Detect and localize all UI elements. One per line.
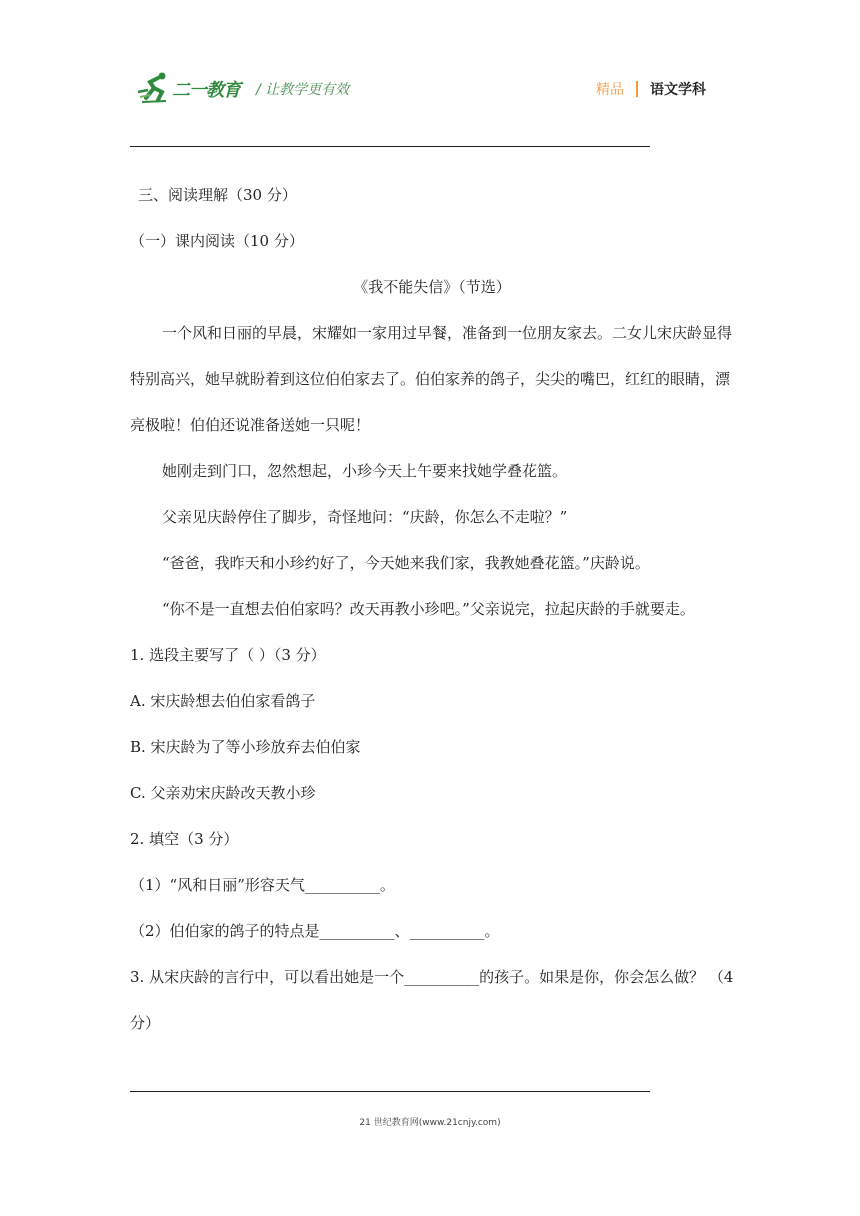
bottom-divider [130,1091,650,1092]
paragraph-1: 一个风和日丽的早晨，宋耀如一家用过早餐，准备到一位朋友家去。二女儿宋庆龄显得特别高兴，她早就盼着到这位伯伯家去了。伯伯家养的鸽子，尖尖的嘴巴，红红的眼睛，漂亮极啦！伯伯还说准备送她一只呢！ [130,324,733,434]
question-1: 1. 选段主要写了（ ）（3 分） [130,646,326,664]
question-2-part-2: （2）伯伯家的鸽子的特点是__________、__________。 [130,922,500,940]
page-header [0,0,860,150]
paragraph-5: “你不是一直想去伯伯家吗？改天再教小珍吧。”父亲说完，拉起庆龄的手就要走。 [162,600,695,618]
question-3: 3. 从宋庆龄的言行中，可以看出她是一个__________的孩子。如果是你，你会怎么做？ （4 分） [130,968,734,1032]
question-2: 2. 填空（3 分） [130,830,239,848]
passage-title: 《我不能失信》（节选） [353,278,511,296]
subject-label: 语文学科 [650,82,706,98]
header-divider [636,81,638,97]
footer-text: 21 世纪教育网(www.21cnjy.com) [359,1118,501,1128]
quality-label: 精品 [596,82,624,98]
question-1-option-b: B. 宋庆龄为了等小珍放弃去伯伯家 [130,738,361,756]
header-right [596,79,706,99]
sub-title: （一）课内阅读（10 分） [130,232,304,250]
paragraph-4: “爸爸，我昨天和小珍约好了，今天她来我们家，我教她叠花篮。”庆龄说。 [162,554,650,572]
logo-text: 二一教育 [172,80,240,101]
slogan: / 让教学更有效 [256,82,350,98]
question-2-part-1: （1）“风和日丽”形容天气__________。 [130,876,395,894]
question-1-option-a: A. 宋庆龄想去伯伯家看鸽子 [130,692,316,710]
document-body [130,172,734,1046]
top-divider [130,146,650,147]
paragraph-2: 她刚走到门口，忽然想起，小珍今天上午要来找她学叠花篮。 [162,462,568,480]
section-title: 三、阅读理解（30 分） [138,186,297,204]
paragraph-3: 父亲见庆龄停住了脚步，奇怪地问：“庆龄，你怎么不走啦？” [162,508,568,526]
question-1-option-c: C. 父亲劝宋庆龄改天教小珍 [130,784,316,802]
